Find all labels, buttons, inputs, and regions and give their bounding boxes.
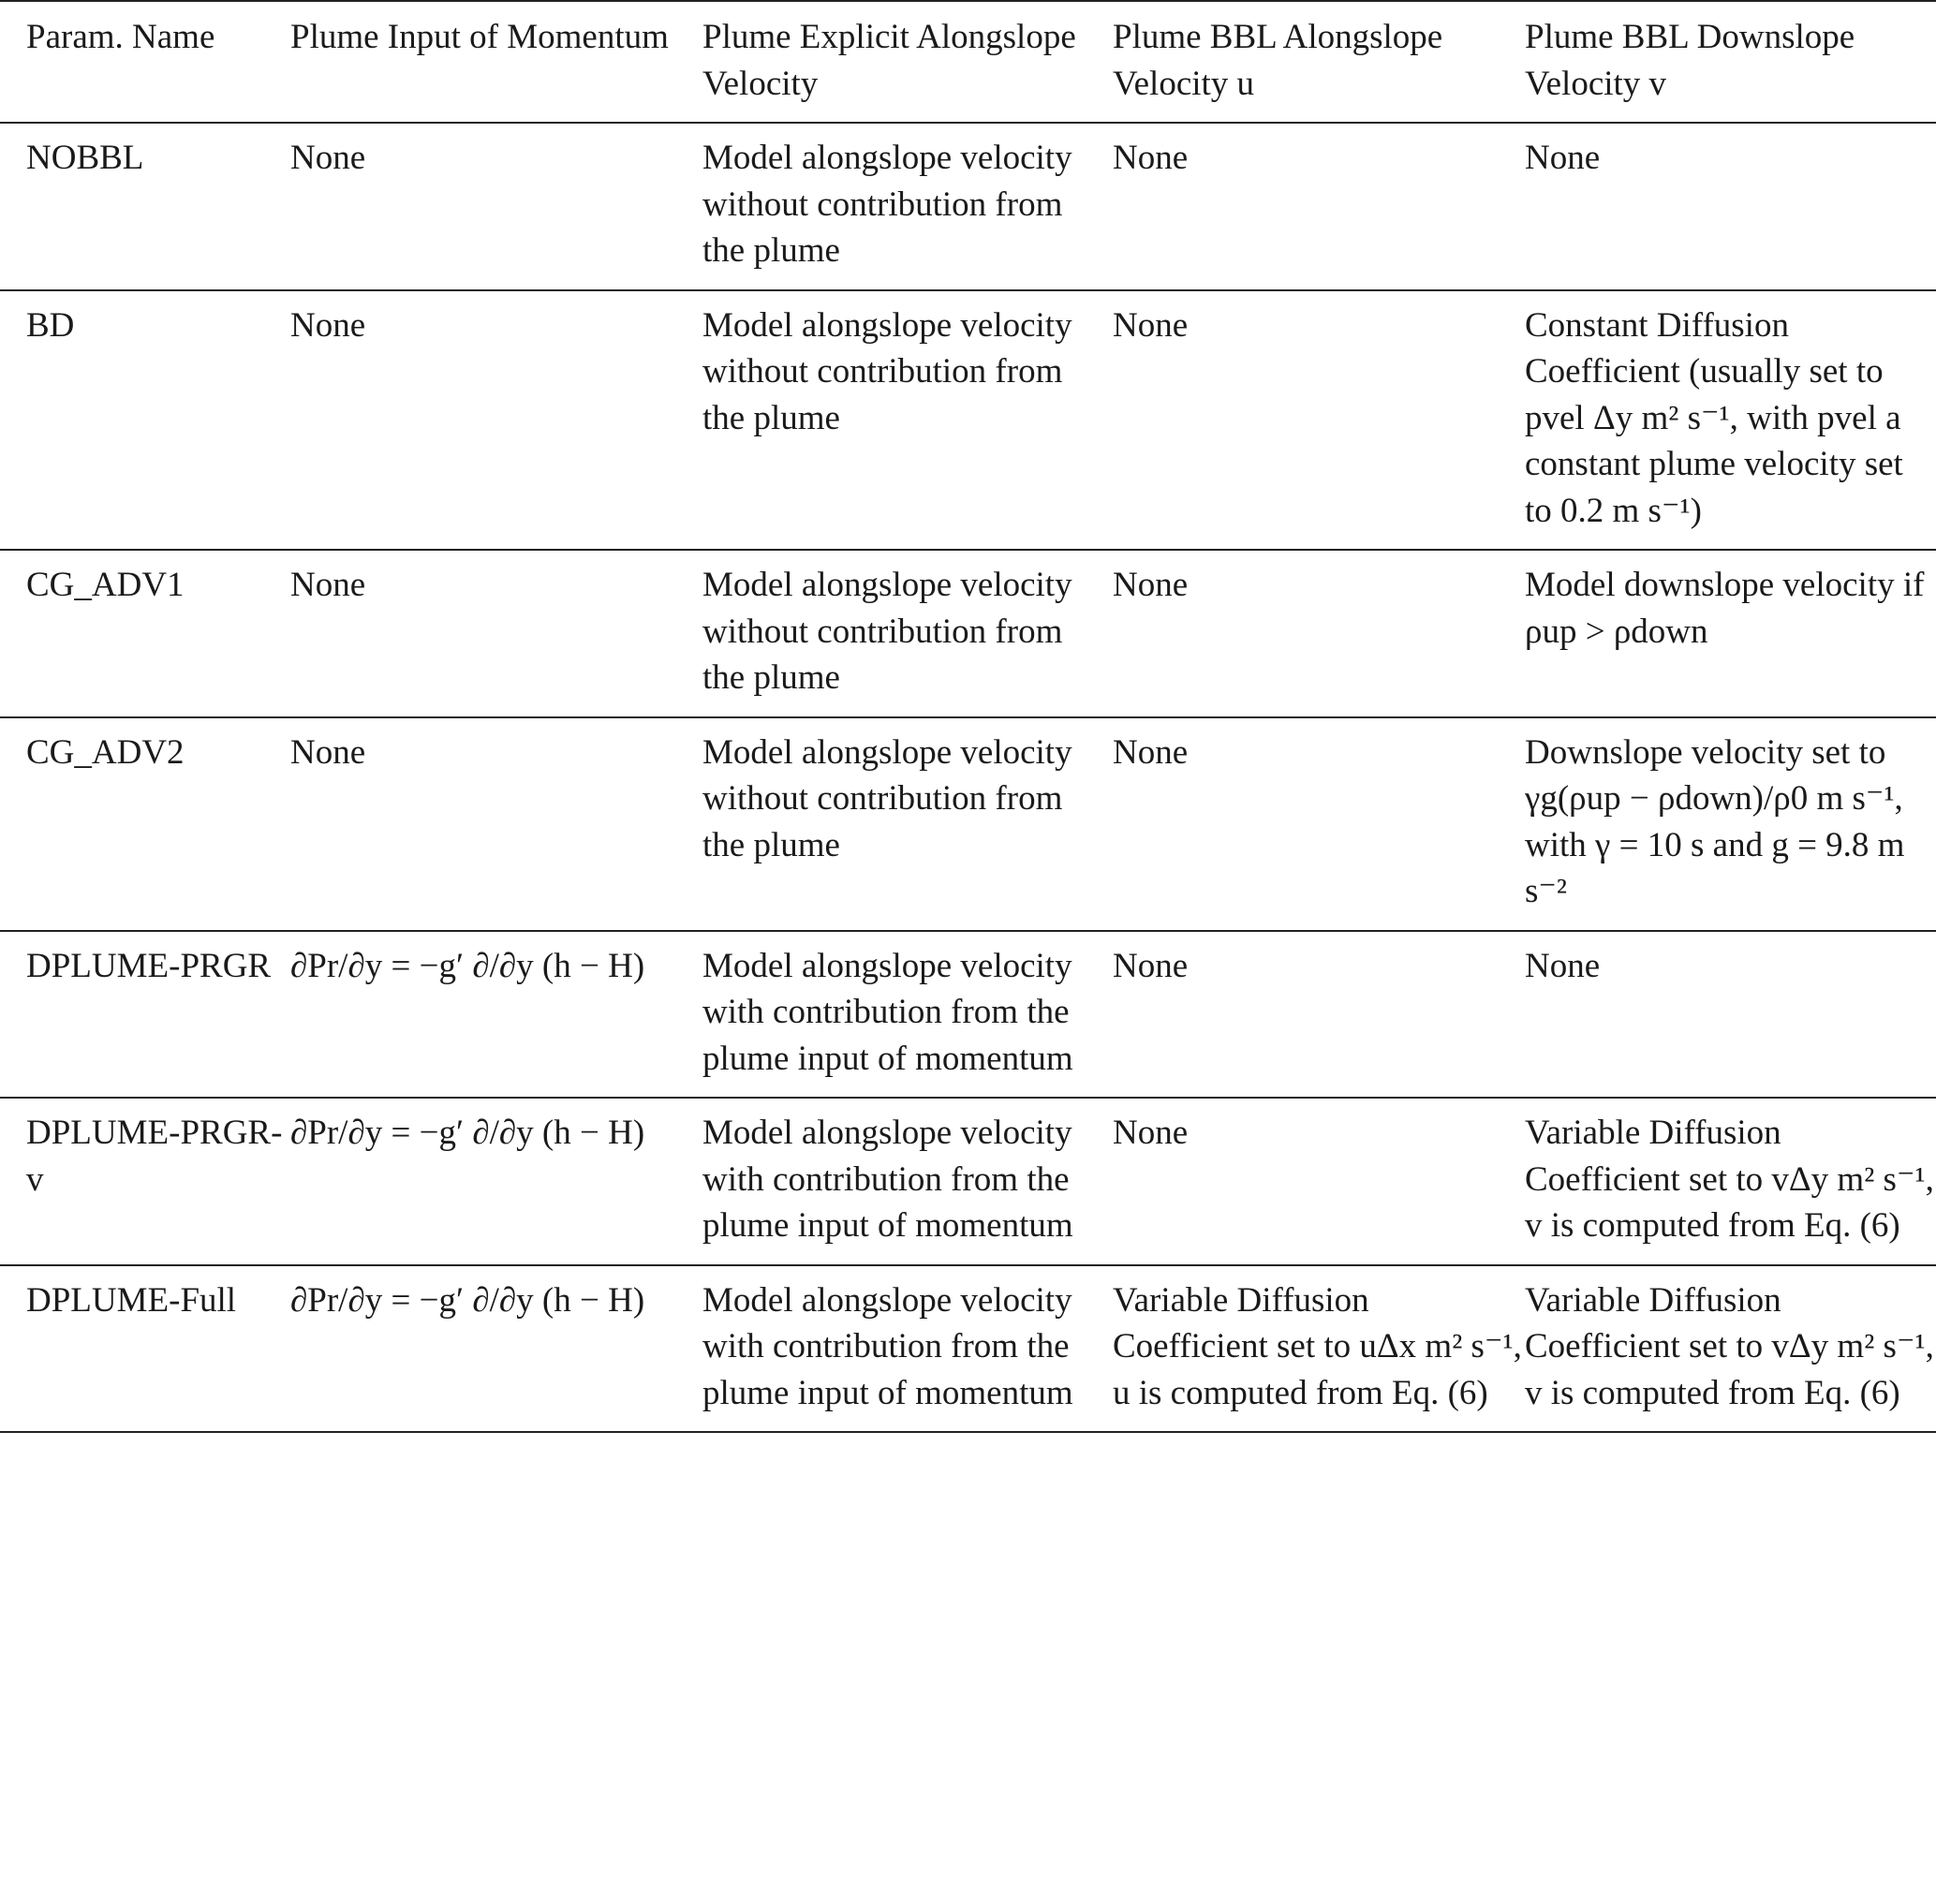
momentum-cell: ∂Pr/∂y = −g′ ∂/∂y (h − H) — [290, 946, 645, 985]
bbl-downslope-cell: None — [1525, 946, 1601, 985]
table-row — [0, 1098, 1936, 1265]
explicit-velocity-cell: Model alongslope velocity with contribution from the plume input of momentum — [702, 1114, 1073, 1245]
bbl-alongslope-cell: None — [1113, 305, 1189, 345]
param-name-cell: CG_ADV1 — [26, 566, 185, 604]
momentum-cell: ∂Pr/∂y = −g′ ∂/∂y (h − H) — [290, 1114, 645, 1152]
bbl-downslope-cell: None — [1525, 139, 1601, 177]
bbl-downslope-cell: Model downslope velocity if ρup > ρdown — [1525, 566, 1925, 651]
momentum-cell: None — [290, 305, 366, 345]
param-name-cell: CG_ADV2 — [26, 732, 185, 772]
table-row — [0, 717, 1936, 931]
bbl-alongslope-cell: Variable Diffusion Coefficient set to uΔx m² s⁻¹, u is computed from Eq. (6) — [1113, 1280, 1522, 1412]
bbl-downslope-cell: Variable Diffusion Coefficient set to vΔy m² s⁻¹, v is computed from Eq. (6) — [1525, 1114, 1934, 1245]
table-row — [0, 123, 1936, 290]
param-name-cell: DPLUME-PRGR-v — [26, 1114, 283, 1199]
param-name-cell: DPLUME-PRGR — [26, 946, 272, 985]
explicit-velocity-cell: Model alongslope velocity without contribution from the plume — [702, 139, 1072, 270]
bbl-downslope-cell: Downslope velocity set to γg(ρup − ρdown)/ρ0 m s⁻¹, with γ = 10 s and g = 9.8 m s⁻² — [1525, 732, 1905, 910]
bbl-alongslope-cell: None — [1113, 566, 1189, 604]
header-param-name: Param. Name — [26, 18, 215, 56]
bbl-downslope-cell: Variable Diffusion Coefficient set to vΔy m² s⁻¹, v is computed from Eq. (6) — [1525, 1280, 1934, 1412]
bbl-alongslope-cell: None — [1113, 732, 1189, 772]
momentum-cell: None — [290, 139, 366, 177]
param-name-cell: BD — [26, 305, 75, 345]
table-row — [0, 550, 1936, 717]
momentum-cell: ∂Pr/∂y = −g′ ∂/∂y (h − H) — [290, 1280, 645, 1320]
bbl-downslope-cell: Constant Diffusion Coefficient (usually set to pvel Δy m² s⁻¹, with pvel a constant plume velocity set to 0.2 m s⁻¹) — [1525, 305, 1903, 530]
header-plume-bbl-alongslope: Plume BBL Alongslope Velocity u — [1113, 18, 1443, 103]
explicit-velocity-cell: Model alongslope velocity without contribution from the plume — [702, 305, 1072, 437]
header-plume-explicit-alongslope: Plume Explicit Alongslope Velocity — [702, 18, 1076, 103]
bbl-alongslope-cell: None — [1113, 139, 1189, 177]
explicit-velocity-cell: Model alongslope velocity without contribution from the plume — [702, 732, 1072, 864]
explicit-velocity-cell: Model alongslope velocity without contribution from the plume — [702, 566, 1072, 697]
explicit-velocity-cell: Model alongslope velocity with contribution from the plume input of momentum — [702, 1280, 1073, 1412]
table-row — [0, 290, 1936, 551]
param-name-cell: NOBBL — [26, 139, 144, 177]
bbl-alongslope-cell: None — [1113, 1114, 1189, 1152]
explicit-velocity-cell: Model alongslope velocity with contribution from the plume input of momentum — [702, 946, 1073, 1078]
header-plume-input-momentum: Plume Input of Momentum — [290, 18, 669, 56]
param-name-cell: DPLUME-Full — [26, 1280, 237, 1320]
header-plume-bbl-downslope: Plume BBL Downslope Velocity v — [1525, 18, 1855, 103]
table-row — [0, 1265, 1936, 1433]
momentum-cell: None — [290, 732, 366, 772]
momentum-cell: None — [290, 566, 366, 604]
table-header-row — [0, 1, 1936, 123]
table-row — [0, 931, 1936, 1099]
bbl-alongslope-cell: None — [1113, 946, 1189, 985]
